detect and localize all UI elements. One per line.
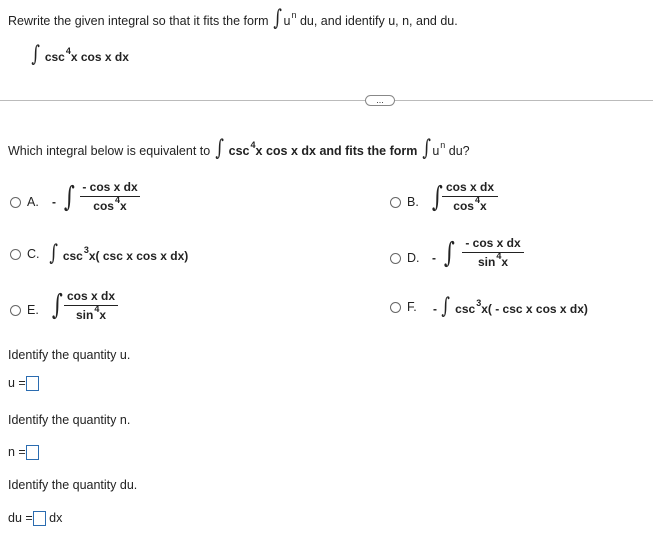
fraction-bar xyxy=(442,196,498,197)
option-b-num: cos x dx xyxy=(445,180,495,194)
option-c-letter: C. xyxy=(27,247,40,261)
du-input[interactable] xyxy=(33,511,46,526)
identify-du-label: Identify the quantity du. xyxy=(8,478,138,492)
option-d-fraction xyxy=(462,236,524,269)
den-x: x xyxy=(501,255,509,269)
given-base: csc xyxy=(44,50,65,64)
den-base: cos xyxy=(453,199,474,213)
option-f-radio[interactable] xyxy=(390,302,401,313)
option-d-den xyxy=(462,251,524,269)
option-d-sign: - xyxy=(432,251,436,265)
option-a-sign: - xyxy=(52,195,56,209)
den-x: x xyxy=(120,199,127,213)
prompt-form-n: n xyxy=(440,140,446,150)
option-f-exp: 3 xyxy=(476,298,482,308)
instruction-suffix: du, and identify u, n, and du. xyxy=(299,14,458,28)
integral-sign: ∫ xyxy=(422,136,431,161)
den-base: sin xyxy=(75,308,94,322)
option-b-fraction xyxy=(442,180,498,213)
identify-n-label: Identify the quantity n. xyxy=(8,413,131,427)
du-suffix: dx xyxy=(49,511,63,525)
option-b-radio[interactable] xyxy=(390,197,401,208)
prompt-base: csc xyxy=(228,144,250,158)
option-a-num: - cos x dx xyxy=(82,180,138,194)
n-field-label: n = xyxy=(8,445,26,459)
integral-sign: ∫ xyxy=(431,180,443,213)
den-x: x xyxy=(480,199,487,213)
den-base: cos xyxy=(93,199,114,213)
u-field-label: u = xyxy=(8,376,26,390)
instruction-line xyxy=(8,8,458,30)
n-field-row xyxy=(8,445,39,460)
fraction-bar xyxy=(462,252,524,253)
given-rest: x cos x dx xyxy=(70,50,129,64)
option-e-num: cos x dx xyxy=(66,289,116,303)
fraction-bar xyxy=(64,305,118,306)
prompt-line xyxy=(8,138,470,160)
identify-u-label: Identify the quantity u. xyxy=(8,348,131,362)
option-d-letter: D. xyxy=(407,251,420,265)
option-c-expression xyxy=(48,243,188,265)
du-field-label: du = xyxy=(8,511,33,525)
den-base: sin xyxy=(477,255,496,269)
prompt-rest: x cos x dx and fits the form xyxy=(255,144,418,158)
option-a-radio[interactable] xyxy=(10,197,21,208)
form-n: n xyxy=(291,10,297,20)
option-f-rest: x( - csc x cos x dx) xyxy=(481,302,588,316)
integral-sign: ∫ xyxy=(63,180,75,213)
given-integral xyxy=(30,44,129,66)
option-e-fraction xyxy=(64,289,118,322)
option-e-den xyxy=(64,304,118,322)
integral-sign: ∫ xyxy=(215,136,224,161)
option-e-letter: E. xyxy=(27,303,39,317)
option-c-rest: x( csc x cos x dx) xyxy=(88,249,189,263)
option-d-num: - cos x dx xyxy=(465,236,521,250)
option-f-sign: - xyxy=(433,302,437,316)
prompt-form-u: u xyxy=(432,144,440,158)
form-u: u xyxy=(283,14,291,28)
integral-sign: ∫ xyxy=(31,42,41,67)
du-field-row xyxy=(8,511,62,526)
option-f-expression xyxy=(433,296,588,318)
option-b-letter: B. xyxy=(407,195,419,209)
u-field-row xyxy=(8,376,39,391)
divider xyxy=(0,100,653,101)
option-f-base: csc xyxy=(455,302,476,316)
option-c-radio[interactable] xyxy=(10,249,21,260)
den-exp: 4 xyxy=(94,304,100,314)
prompt-suffix: du? xyxy=(448,144,470,158)
den-exp: 4 xyxy=(474,195,480,205)
den-exp: 4 xyxy=(114,195,120,205)
den-x: x xyxy=(99,308,107,322)
fraction-bar xyxy=(80,196,140,197)
option-a-letter: A. xyxy=(27,195,39,209)
option-b-den xyxy=(442,195,498,213)
option-a-fraction xyxy=(80,180,140,213)
den-exp: 4 xyxy=(496,251,502,261)
option-c-base: csc xyxy=(62,249,83,263)
option-d-radio[interactable] xyxy=(390,253,401,264)
given-exp: 4 xyxy=(65,46,71,56)
integral-sign: ∫ xyxy=(443,236,455,269)
integral-sign: ∫ xyxy=(49,241,59,266)
integral-sign: ∫ xyxy=(273,6,283,31)
prompt-prefix: Which integral below is equivalent to xyxy=(8,144,211,158)
option-e-radio[interactable] xyxy=(10,305,21,316)
option-a-den xyxy=(80,195,140,213)
instruction-prefix: Rewrite the given integral so that it fits the form xyxy=(8,14,269,28)
option-f-letter: F. xyxy=(407,300,417,314)
prompt-exp: 4 xyxy=(250,140,256,150)
integral-sign: ∫ xyxy=(51,288,63,321)
u-input[interactable] xyxy=(26,376,39,391)
integral-sign: ∫ xyxy=(441,294,451,319)
more-button[interactable]: ... xyxy=(365,95,395,106)
option-c-exp: 3 xyxy=(83,245,89,255)
n-input[interactable] xyxy=(26,445,39,460)
